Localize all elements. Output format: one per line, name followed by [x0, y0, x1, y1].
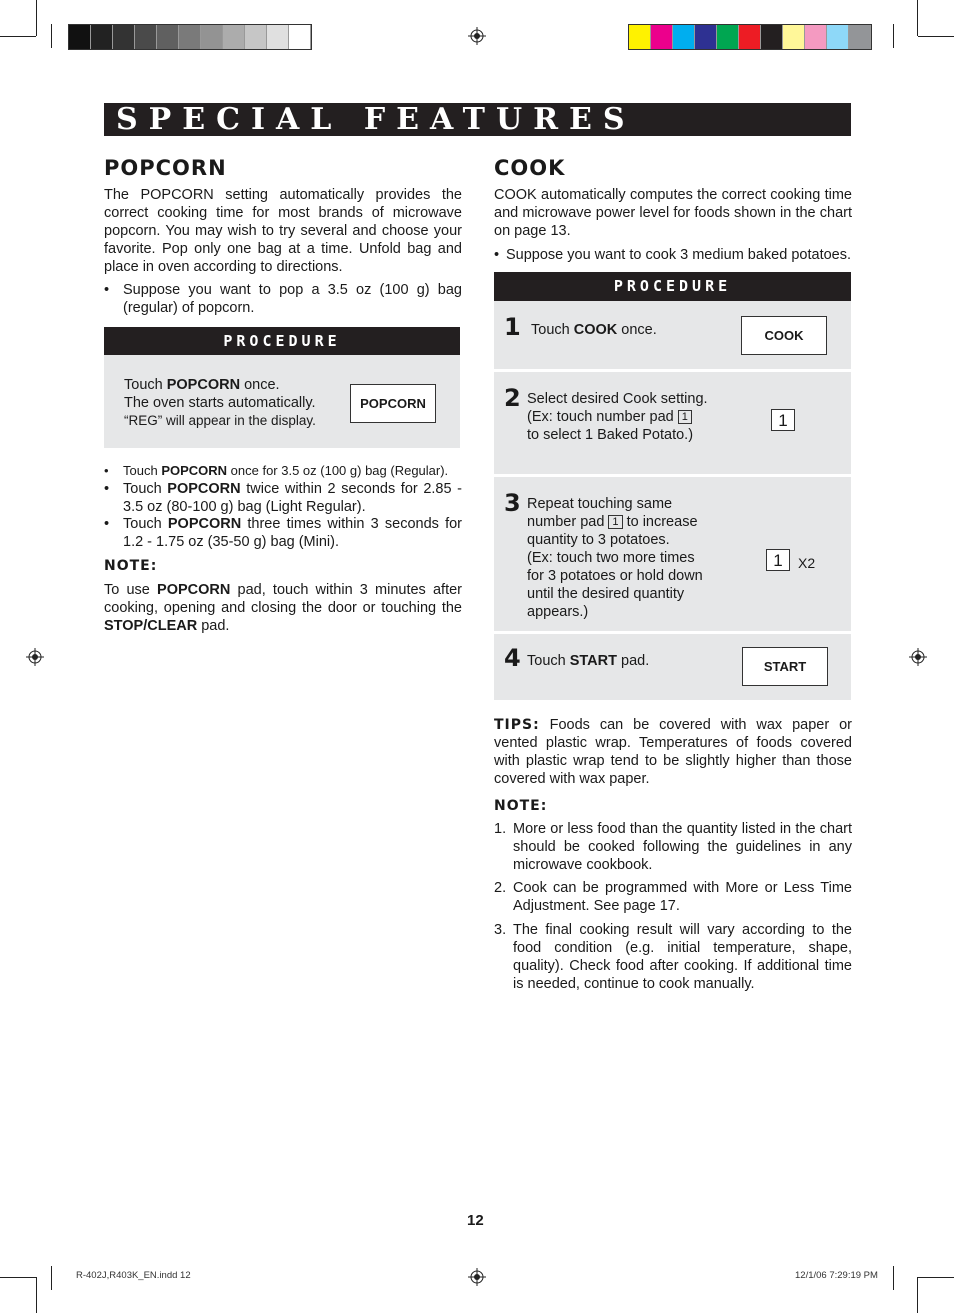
popcorn-intro: The POPCORN setting automatically provides the correct cooking time for most brands of microwave popcorn. You may wish to try several and choose your favorite. Pop only one bag at a time. Unfold bag and place in oven according to directions.	[104, 187, 462, 275]
popcorn-procedure-header: PROCEDURE	[104, 327, 460, 355]
cook-step-4-panel	[494, 634, 851, 700]
color-swatch	[651, 25, 673, 49]
page-number: 12	[467, 1212, 484, 1229]
cook-step-4-text: Touch START pad.	[527, 653, 650, 669]
number-pad-1-inline: 1	[678, 410, 692, 424]
cook-step-2-text: Select desired Cook setting. (Ex: touch number pad 1 to select 1 Baked Potato.)	[527, 391, 708, 443]
color-swatch-strip	[628, 24, 872, 50]
number-pad-1-inline: 1	[608, 515, 622, 529]
color-swatch	[827, 25, 849, 49]
start-button[interactable]: START	[742, 647, 828, 686]
registration-mark-icon	[468, 27, 486, 45]
color-swatch	[849, 25, 871, 49]
cook-step-3-text: Repeat touching same number pad 1 to increase quantity to 3 potatoes. (Ex: touch two more times for 3 potatoes or hold down until the desired quantity appears.)	[527, 496, 703, 620]
popcorn-bullet-1: • Touch POPCORN once for 3.5 oz (100 g) bag (Regular).	[104, 463, 449, 478]
color-swatch	[69, 25, 91, 49]
color-swatch	[717, 25, 739, 49]
cook-intro: COOK automatically computes the correct cooking time and microwave power level for foods shown in the chart on page 13.	[494, 187, 852, 239]
color-swatch	[289, 25, 311, 49]
color-swatch	[805, 25, 827, 49]
registration-mark-icon	[468, 1268, 486, 1286]
number-pad-1[interactable]: 1	[771, 409, 795, 431]
cook-note-2: 2. Cook can be programmed with More or Less Time Adjustment. See page 17.	[494, 880, 852, 914]
popcorn-bullet-3: • Touch POPCORN three times within 3 seconds for 1.2 - 1.75 oz (35-50 g) bag (Mini).	[104, 516, 462, 550]
color-swatch	[695, 25, 717, 49]
cook-tips: TIPS: Foods can be covered with wax paper or vented plastic wrap. Temperatures of foods covered with plastic wrap tend to be slightly higher than those covered with wax paper.	[494, 717, 852, 787]
cook-note-3: 3. The final cooking result will vary according to the food condition (e.g. initial temperature, shape, quality). Check food after cooking. If additional time is needed, continue to cook manually.	[494, 922, 852, 992]
cook-note-heading: NOTE:	[494, 798, 548, 814]
step-number: 1	[504, 313, 521, 341]
popcorn-step-text: Touch POPCORN once. The oven starts automatically. “REG” will appear in the display.	[124, 377, 316, 428]
popcorn-example: • Suppose you want to pop a 3.5 oz (100 g) bag (regular) of popcorn.	[104, 282, 462, 316]
gray-swatch-strip	[68, 24, 312, 50]
cook-note-1: 1. More or less food than the quantity listed in the chart should be cooked following the guidelines in any microwave cookbook.	[494, 821, 852, 873]
cook-procedure-header: PROCEDURE	[494, 272, 851, 301]
color-swatch	[673, 25, 695, 49]
color-swatch	[267, 25, 289, 49]
cook-example: • Suppose you want to cook 3 medium baked potatoes.	[494, 247, 851, 263]
popcorn-procedure-panel	[104, 355, 460, 448]
banner-title: SPECIAL FEATURES	[116, 102, 636, 137]
registration-mark-icon	[909, 648, 927, 666]
color-swatch	[91, 25, 113, 49]
color-swatch	[179, 25, 201, 49]
footer-timestamp: 12/1/06 7:29:19 PM	[795, 1270, 878, 1281]
popcorn-button[interactable]: POPCORN	[350, 384, 436, 423]
step-number: 3	[504, 489, 521, 517]
cook-step-2-panel	[494, 372, 851, 474]
registration-mark-icon	[26, 648, 44, 666]
popcorn-note-heading: NOTE:	[104, 558, 158, 574]
footer-file: R-402J,R403K_EN.indd 12	[76, 1270, 191, 1281]
cook-heading: COOK	[494, 156, 566, 180]
section-banner	[104, 103, 851, 136]
color-swatch	[245, 25, 267, 49]
color-swatch	[739, 25, 761, 49]
cook-step-1-panel	[494, 301, 851, 369]
cook-button[interactable]: COOK	[741, 316, 827, 355]
popcorn-bullet-2: • Touch POPCORN twice within 2 seconds for 2.85 - 3.5 oz (80-100 g) bag (Light Regular).	[104, 481, 462, 515]
popcorn-heading: POPCORN	[104, 156, 227, 180]
color-swatch	[629, 25, 651, 49]
step-number: 2	[504, 384, 521, 412]
color-swatch	[783, 25, 805, 49]
color-swatch	[761, 25, 783, 49]
cook-step-1-text: Touch COOK once.	[531, 322, 657, 338]
color-swatch	[113, 25, 135, 49]
step-number: 4	[504, 644, 521, 672]
popcorn-note-text: To use POPCORN pad, touch within 3 minutes after cooking, opening and closing the door or touching the STOP/CLEAR pad.	[104, 582, 462, 634]
cook-step-3-panel	[494, 477, 851, 631]
number-pad-1[interactable]: 1	[766, 549, 790, 571]
color-swatch	[157, 25, 179, 49]
times-label: X2	[798, 555, 816, 571]
color-swatch	[223, 25, 245, 49]
color-swatch	[201, 25, 223, 49]
color-swatch	[135, 25, 157, 49]
